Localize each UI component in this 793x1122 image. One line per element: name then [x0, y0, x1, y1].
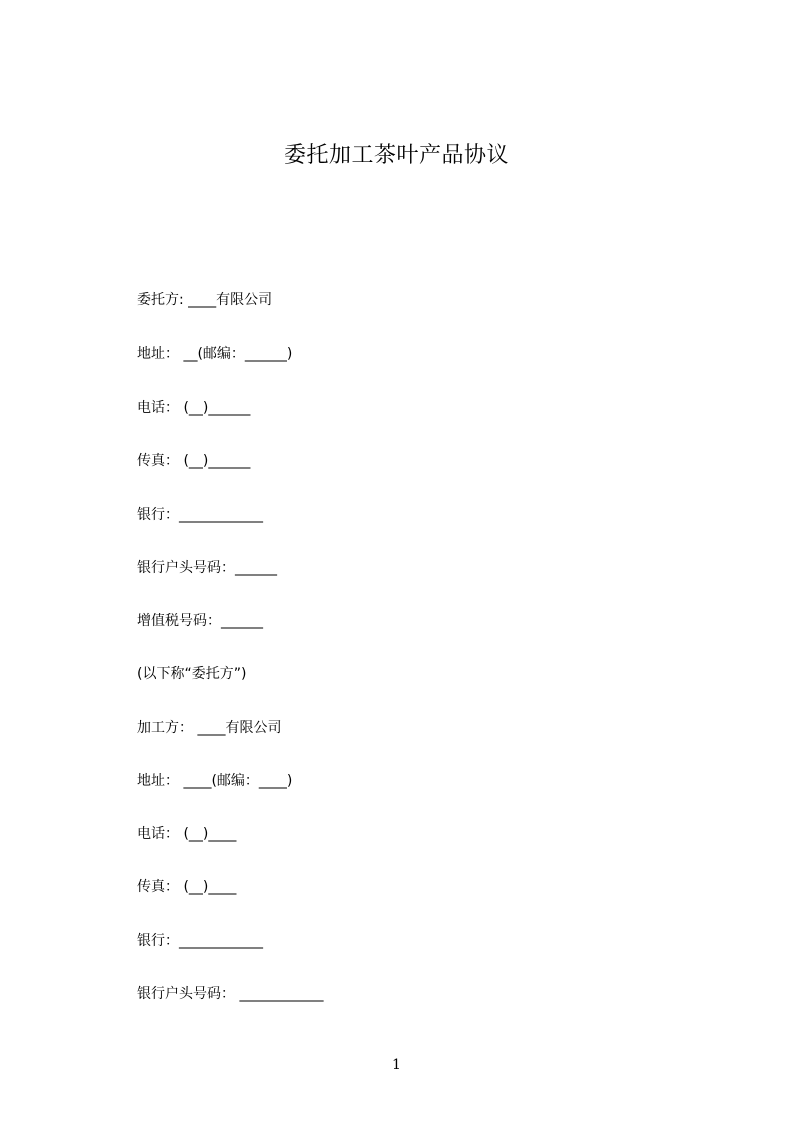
- processor-address-line: 地址： ____(邮编：____): [137, 773, 293, 789]
- client-phone-line: 电话： (__)______: [137, 400, 251, 416]
- client-bank-line: 银行：____________: [137, 507, 263, 523]
- client-address-line: 地址： __(邮编：______): [137, 346, 293, 362]
- client-fax-line: 传真： (__)______: [137, 453, 251, 469]
- client-name-line: 委托方: ____有限公司: [137, 292, 273, 308]
- document-title: 委托加工茶叶产品协议: [283, 143, 509, 168]
- client-alias-line: (以下称“委托方”): [137, 666, 247, 682]
- client-bank-account-line: 银行户头号码：______: [137, 560, 277, 576]
- processor-bank-account-line: 银行户头号码： ____________: [137, 986, 324, 1002]
- processor-name-line: 加工方： ____有限公司: [137, 720, 282, 736]
- processor-fax-line: 传真： (__)____: [137, 879, 237, 895]
- page-number: 1: [392, 1057, 401, 1073]
- processor-phone-line: 电话： (__)____: [137, 826, 237, 842]
- processor-bank-line: 银行：____________: [137, 933, 263, 949]
- client-vat-number-line: 增值税号码：______: [137, 613, 263, 629]
